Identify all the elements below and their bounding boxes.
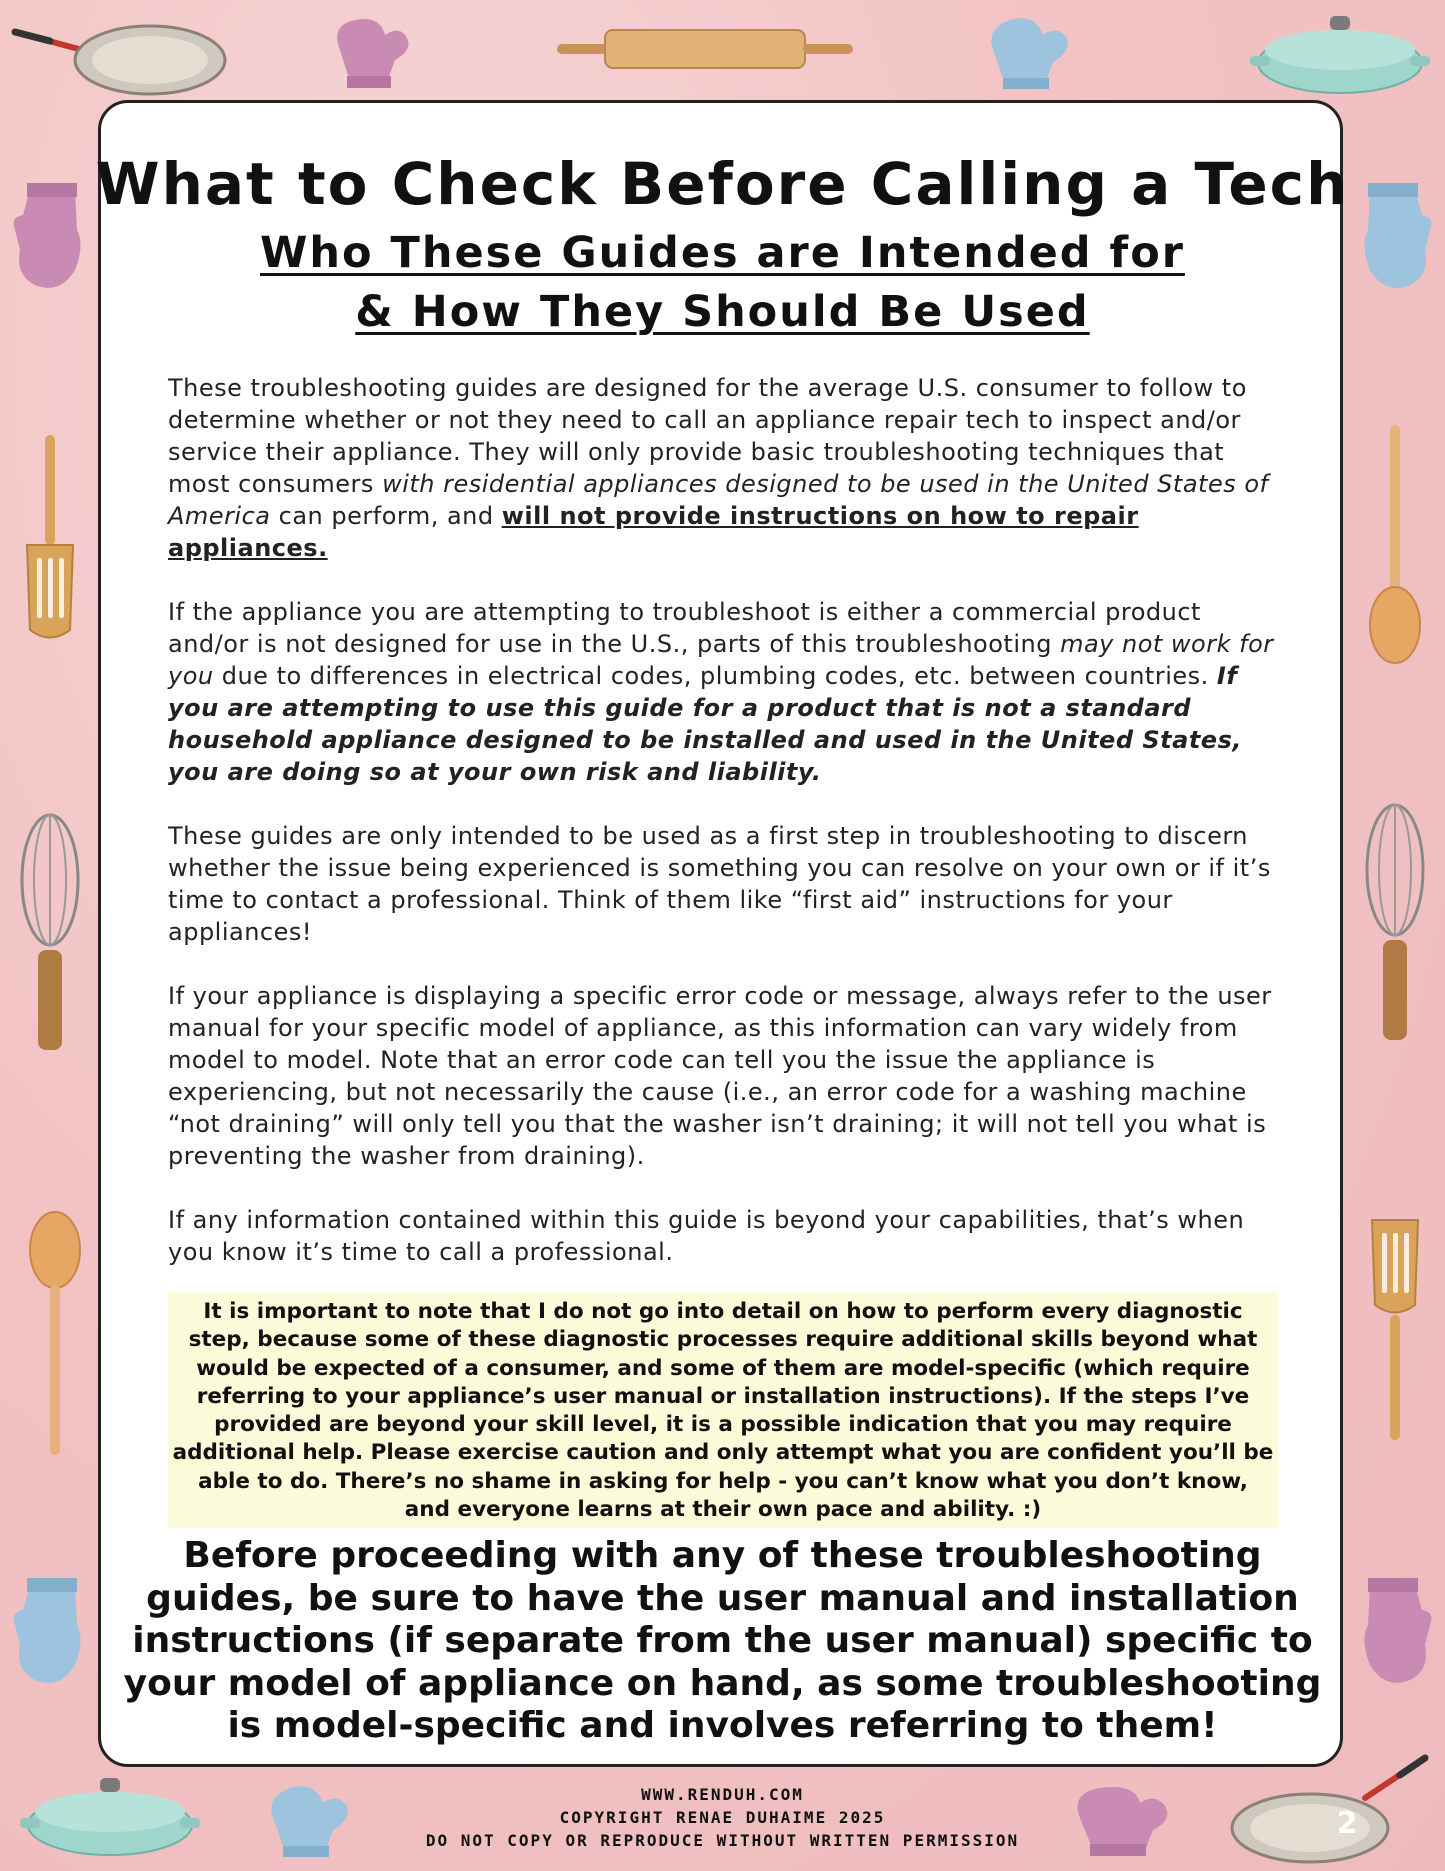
oven-mitt-icon	[5, 1570, 95, 1695]
spatula-icon	[15, 430, 85, 650]
oven-mitt-icon	[975, 10, 1075, 90]
oven-mitt-icon	[325, 10, 415, 90]
wooden-spoon-icon	[1360, 420, 1430, 670]
paragraph-intended-audience	[168, 372, 1288, 564]
rolling-pin-icon	[555, 22, 855, 77]
oven-mitt-icon	[1350, 1570, 1440, 1695]
subtitle-line-1: Who These Guides are Intended for	[260, 228, 1185, 278]
paragraph-error-codes: If your appliance is displaying a specific error code or message, always refer to the user manual for your specific model of appliance, as this information can vary widely from model to model. Note that an error code can tell you the issue the appliance is experiencing, but not necessarily the cause (i.e., an error code for a washing machine “not draining” will only tell you that the washer isn’t draining; it will not tell you what is preventing the washer from draining).	[168, 982, 1272, 1170]
page-title: What to Check Before Calling a Tech	[95, 150, 1350, 218]
bold-italic-span: If you are attempting to use this guide for a product that is not a standard household appliance designed to be installed and used in the United States, you are doing so at your own risk and liability.	[168, 662, 1242, 786]
bold-underline-span: will not provide instructions on how to repair appliances.	[168, 502, 1139, 562]
highlighted-note: It is important to note that I do not go into detail on how to perform every diagnostic step, because some of these diagnostic processes require additional skills beyond what would be expected of a consumer, and some of them are model-specific (which require referring to your appliance’s user manual or installation instructions). If the steps I’ve provided are beyond your skill level, it is a possible indication that you may require additional help. Please exercise caution and only attempt what you are confident you’ll be able to do. There’s no shame in asking for help - you can’t know what you don’t know, and everyone learns at their own pace and ability. :)	[168, 1292, 1278, 1528]
footer-copyright: COPYRIGHT RENAE DUHAIME 2025	[559, 1808, 886, 1827]
italic-span: with residential appliances designed to be used in the United States of America	[168, 470, 1269, 530]
text-span: can perform, and	[270, 502, 502, 530]
final-notice: Before proceeding with any of these troubleshooting guides, be sure to have the user manual and installation instructions (if separate from the user manual) specific to your model of appliance on hand, as some troubleshooting is model-specific and involves referring to them!	[123, 1535, 1322, 1746]
paragraph-beyond-capabilities: If any information contained within this guide is beyond your capabilities, that’s when you know it’s time to call a professional.	[168, 1206, 1245, 1266]
italic-span: may not work for you	[168, 630, 1274, 690]
spatula-icon	[1360, 1215, 1430, 1445]
wooden-spoon-icon	[20, 1205, 90, 1465]
text-span: If the appliance you are attempting to troubleshoot is either a commercial product and/or is not designed for use in the U.S., parts of this troubleshooting	[168, 598, 1201, 658]
paragraph-first-step: These guides are only intended to be used as a first step in troubleshooting to discern whether the issue being experienced is something you can resolve on your own or if it’s time to contact a professional. Think of them like “first aid” instructions for your appliances!	[168, 822, 1271, 946]
text-span: due to differences in electrical codes, plumbing codes, etc. between countries.	[213, 662, 1217, 690]
page-number: 2	[1336, 1806, 1358, 1841]
paragraph-non-us-products	[168, 596, 1288, 788]
text-span: These troubleshooting guides are designed for the average U.S. consumer to follow to determine whether or not they need to call an appliance repair tech to inspect and/or service their appliance. They will only provide basic troubleshooting techniques that most consumers	[168, 374, 1247, 498]
subtitle-line-2: & How They Should Be Used	[355, 287, 1090, 337]
footer-website: WWW.RENDUH.COM	[641, 1785, 804, 1804]
whisk-icon	[10, 810, 90, 1060]
footer-notice: DO NOT COPY OR REPRODUCE WITHOUT WRITTEN PERMISSION	[425, 1831, 1020, 1850]
frying-pan-icon	[10, 10, 230, 100]
dutch-oven-icon	[1245, 8, 1435, 103]
whisk-icon	[1355, 800, 1435, 1050]
